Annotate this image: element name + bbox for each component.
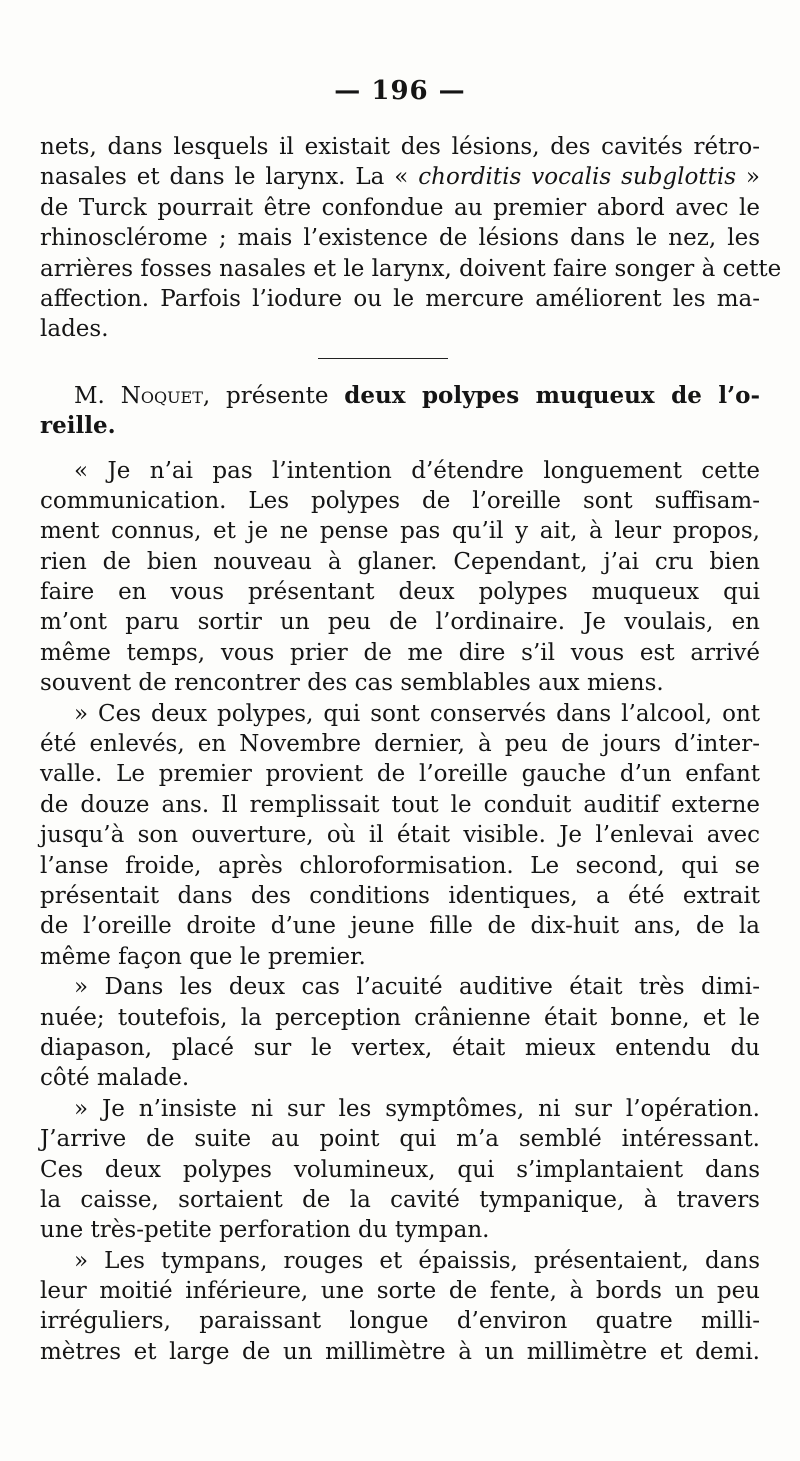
text-line: la caisse, sortaient de la cavité tympanique, à travers — [40, 1186, 760, 1213]
text-line: » Dans les deux cas l’acuité auditive était très dimi- — [74, 974, 760, 1001]
page-body — [40, 132, 782, 1367]
text-line: présentait dans des conditions identiques, a été extrait — [40, 882, 760, 909]
text-line: été enlevés, en Novembre dernier, à peu de jours d’inter- — [40, 731, 760, 758]
text-line: rien de bien nouveau à glaner. Cependant, j’ai cru bien — [40, 548, 760, 575]
text-line: de l’oreille droite d’une jeune fille de dix-huit ans, de la — [40, 913, 760, 940]
text-line: même façon que le premier. — [40, 943, 366, 970]
text-line: irréguliers, paraissant longue d’environ quatre milli- — [40, 1308, 760, 1335]
text-line: communication. Les polypes de l’oreille sont suffisam- — [40, 487, 760, 514]
heading-title: deux polypes muqueux de l’o- — [344, 381, 760, 409]
text-fragment: » — [736, 164, 761, 191]
paragraph — [40, 972, 760, 1094]
text-line: lades. — [40, 316, 109, 343]
text-line: l’anse froide, après chloroformisation. Le second, qui se — [40, 852, 760, 879]
text-line: J’arrive de suite au point qui m’a semblé intéressant. — [40, 1126, 760, 1153]
heading-line — [40, 381, 760, 411]
author-name: Noquet — [120, 382, 203, 409]
text-line: affection. Parfois l’iodure ou le mercure améliorent les ma- — [40, 285, 760, 312]
paragraph-continuation — [40, 132, 782, 345]
text-fragment: nasales et dans le larynx. La « — [40, 164, 419, 191]
text-line: de Turck pourrait être confondue au premier abord avec le — [40, 194, 760, 221]
text-line: » Les tympans, rouges et épaissis, présentaient, dans — [74, 1247, 760, 1274]
text-line: nuée; toutefois, la perception crânienne était bonne, et le — [40, 1004, 760, 1031]
section-heading — [40, 381, 760, 442]
text-line: « Je n’ai pas l’intention d’étendre longuement cette — [74, 457, 760, 484]
text-line: leur moitié inférieure, une sorte de fente, à bords un peu — [40, 1278, 760, 1305]
text-line: jusqu’à son ouverture, où il était visible. Je l’enlevai avec — [40, 822, 760, 849]
paragraph — [40, 456, 760, 699]
latin-term: chorditis vocalis subglottis — [418, 164, 737, 191]
text-line: nets, dans lesquels il existait des lésions, des cavités rétro- — [40, 134, 760, 160]
text-line: diapason, placé sur le vertex, était mieux entendu du — [40, 1034, 760, 1061]
text-line: souvent de rencontrer des cas semblables aux miens. — [40, 670, 664, 697]
text-line — [40, 162, 760, 192]
page-number: — 196 — — [334, 76, 466, 106]
text-line: m’ont paru sortir un peu de l’ordinaire. Je voulais, en — [40, 609, 760, 636]
text-line: une très-petite perforation du tympan. — [40, 1217, 490, 1244]
text-line: Ces deux polypes volumineux, qui s’implantaient dans — [40, 1156, 760, 1183]
section-divider — [40, 345, 760, 371]
text-line: mètres et large de un millimètre à un millimètre et demi. — [40, 1338, 760, 1365]
text-line: rhinosclérome ; mais l’existence de lésions dans le nez, les — [40, 225, 760, 252]
paragraph — [40, 699, 760, 973]
text-line: côté malade. — [40, 1065, 190, 1092]
text-line: » Ces deux polypes, qui sont conservés dans l’alcool, ont — [74, 700, 760, 727]
text-line: arrières fosses nasales et le larynx, doivent faire songer à cette — [40, 255, 782, 282]
heading-verb: , présente — [202, 382, 345, 409]
text-line: faire en vous présentant deux polypes muqueux qui — [40, 579, 760, 606]
text-line: même temps, vous prier de me dire s’il vous est arrivé — [40, 639, 760, 666]
text-line: valle. Le premier provient de l’oreille gauche d’un enfant — [40, 761, 760, 788]
text-line: » Je n’insiste ni sur les symptômes, ni sur l’opération. — [74, 1095, 760, 1122]
heading-line: reille. — [40, 412, 116, 440]
paragraph — [40, 1094, 760, 1246]
paragraph — [40, 1246, 760, 1368]
heading-prefix: M. — [74, 382, 121, 409]
text-line: de douze ans. Il remplissait tout le conduit auditif externe — [40, 791, 760, 818]
text-line: ment connus, et je ne pense pas qu’il y ait, à leur propos, — [40, 518, 760, 545]
